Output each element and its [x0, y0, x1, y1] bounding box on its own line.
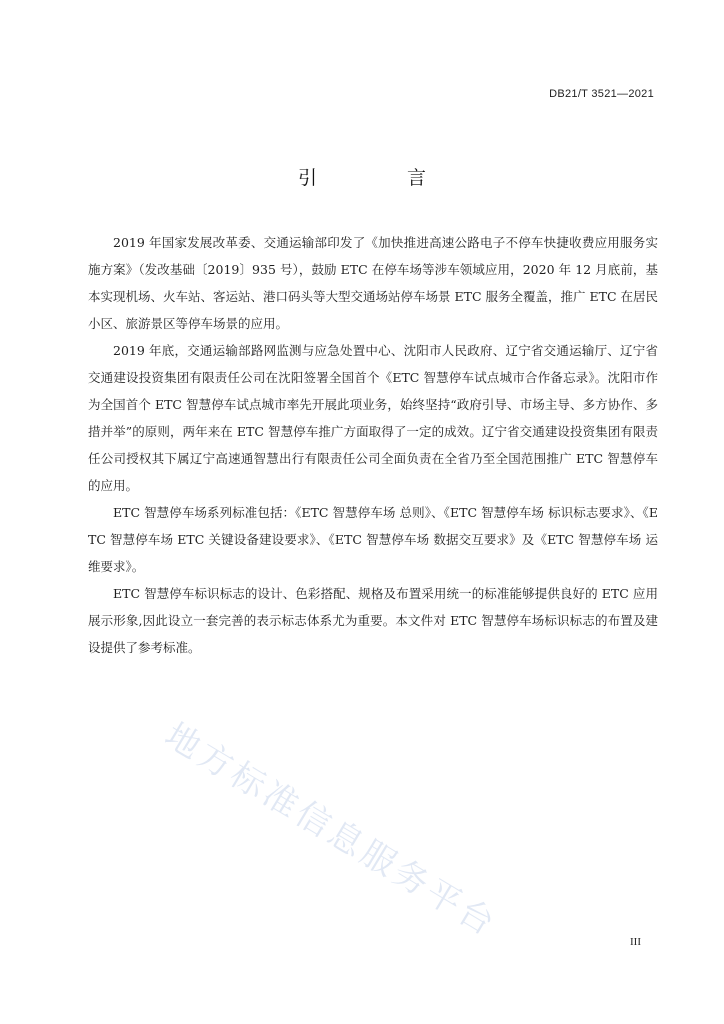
paragraph: ETC 智慧停车场系列标准包括：《ETC 智慧停车场 总则》、《ETC 智慧停车场 标识标志要求》、《ETC 智慧停车场 ETC 关键设备建设要求》、《ETC 智慧停车场 数据交互要求》及《ETC 智慧停车场 运维要求》。 — [88, 505, 658, 574]
document-body — [88, 229, 658, 661]
paragraph: ETC 智慧停车标识标志的设计、色彩搭配、规格及布置采用统一的标准能够提供良好的 ETC 应用展示形象,因此设立一套完善的表示标志体系尤为重要。本文件对 ETC 智慧停车场标识标志的布置及建设提供了参考标准。 — [88, 586, 658, 655]
page-title: 引 言 — [297, 167, 469, 189]
paragraph: 2019 年国家发展改革委、交通运输部印发了《加快推进高速公路电子不停车快捷收费应用服务实施方案》（发改基础〔2019〕935 号），鼓励 ETC 在停车场等涉车领域应用，2020 年 12 月底前，基本实现机场、火车站、客运站、港口码头等大型交通场站停车场景 ETC 服务全覆盖，推广 ETC 在居民小区、旅游景区等停车场景的应用。 — [88, 235, 658, 331]
standard-code: DB21/T 3521—2021 — [549, 88, 654, 100]
page-number: III — [630, 936, 641, 948]
paragraph: 2019 年底，交通运输部路网监测与应急处置中心、沈阳市人民政府、辽宁省交通运输厅、辽宁省交通建设投资集团有限责任公司在沈阳签署全国首个《ETC 智慧停车试点城市合作备忘录》。沈阳市作为全国首个 ETC 智慧停车试点城市率先开展此项业务，始终坚持“政府引导、市场主导、多方协作、多措并举”的原则，两年来在 ETC 智慧停车推广方面取得了一定的成效。辽宁省交通建设投资集团有限责任公司授权其下属辽宁高速通智慧出行有限责任公司全面负责在全省乃至全国范围推广 ETC 智慧停车的应用。 — [88, 343, 658, 493]
watermark: 地方标准信息服务平台 — [157, 715, 505, 946]
